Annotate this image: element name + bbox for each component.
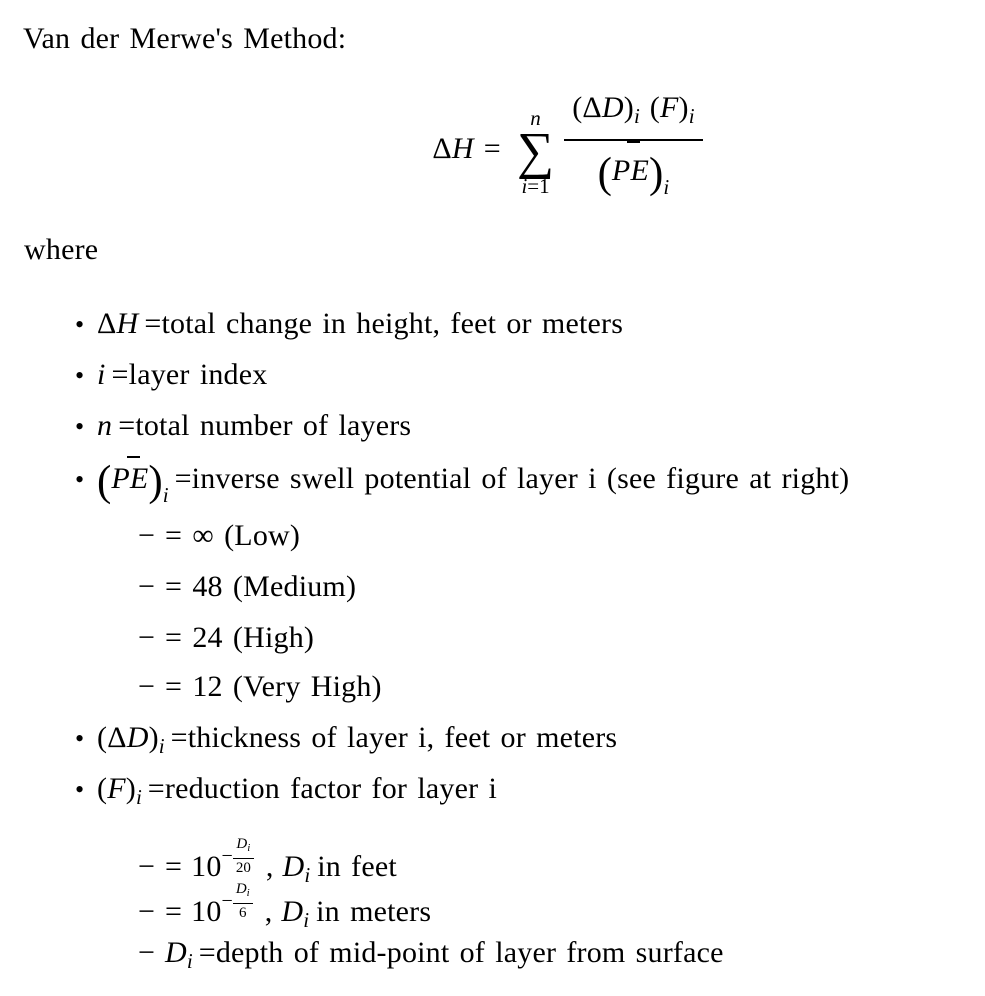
pe-bar-group: P E bbox=[612, 147, 649, 195]
equation bbox=[432, 90, 702, 213]
delta-symbol: Δ bbox=[97, 307, 117, 340]
exponent-minus: − bbox=[221, 845, 233, 867]
unit-text: in feet bbox=[317, 850, 397, 883]
equals-sign: = bbox=[165, 850, 183, 883]
page-title: Van der Merwe's Method: bbox=[23, 22, 347, 55]
bullet-item-delta-h bbox=[75, 307, 623, 342]
comma: , bbox=[265, 850, 274, 883]
var-F: F bbox=[107, 772, 126, 805]
pe-bar-group: P E bbox=[111, 462, 148, 496]
definition-text: =total number of layers bbox=[118, 409, 412, 442]
comma: , bbox=[264, 895, 273, 928]
definition-text: =layer index bbox=[111, 358, 268, 391]
dash-marker: − bbox=[138, 519, 156, 552]
dash-marker: − bbox=[138, 850, 156, 883]
base-ten: 10 bbox=[191, 895, 222, 928]
sub-item-text: = 12 (Very High) bbox=[165, 670, 382, 703]
bullet-marker: • bbox=[75, 412, 85, 441]
var-i: i bbox=[97, 358, 106, 391]
sub-item-factor-feet: − = 10− $\frac{D_i}{20}$ , $D_i$ in feet bbox=[138, 836, 397, 887]
fraction-numerator: $(\Delta D)_i$ $(F)_i$ bbox=[572, 91, 695, 128]
bullet-marker: • bbox=[75, 724, 85, 753]
sub-item-text: = ∞ (Low) bbox=[165, 519, 301, 552]
var-D: D bbox=[281, 895, 304, 928]
var-D: D bbox=[126, 721, 149, 754]
sum-upper-limit: n bbox=[530, 105, 541, 130]
dash-marker: − bbox=[138, 621, 156, 654]
sub-item-low bbox=[138, 519, 300, 553]
sub-item-depth-definition: − $D_i$ =depth of mid-point of layer from surface bbox=[138, 936, 724, 973]
sub-item-very-high bbox=[138, 670, 382, 704]
var-H: H bbox=[451, 132, 474, 166]
unit-text: in meters bbox=[316, 895, 432, 928]
bullet-marker: • bbox=[75, 465, 85, 494]
fraction bbox=[564, 90, 702, 213]
equation-display bbox=[0, 90, 985, 213]
sum-lower-limit: i=1 bbox=[521, 173, 550, 198]
var-D: D bbox=[165, 936, 187, 969]
dash-marker: − bbox=[138, 670, 156, 703]
definition-text: =thickness of layer i, feet or meters bbox=[170, 721, 618, 754]
dash-marker: − bbox=[138, 936, 156, 969]
sub-item-factor-meters: − = 10− $\frac{D_i}{6}$ , $D_i$ in meters bbox=[138, 881, 432, 932]
delta-symbol: Δ bbox=[432, 132, 452, 166]
exponent-fraction: $\frac{D_i}{20}$ bbox=[233, 837, 254, 876]
sigma-symbol: ∑ bbox=[516, 122, 555, 180]
definition-text: =depth of mid-point of layer from surface bbox=[198, 936, 724, 969]
var-n: n bbox=[97, 409, 113, 442]
sub-item-medium bbox=[138, 570, 356, 604]
macron-bar bbox=[127, 456, 140, 458]
definition-text: =inverse swell potential of layer i (see figure at right) bbox=[174, 462, 850, 495]
var-D: D bbox=[282, 850, 305, 883]
bullet-item-n bbox=[75, 409, 411, 444]
dash-marker: − bbox=[138, 895, 156, 928]
exponent bbox=[221, 881, 253, 929]
bullet-marker: • bbox=[75, 310, 85, 339]
definition-text: =reduction factor for layer i bbox=[147, 772, 498, 805]
where-label: where bbox=[24, 233, 99, 266]
equals-sign: = bbox=[165, 895, 183, 928]
dash-marker: − bbox=[138, 570, 156, 603]
bullet-item-pe: • (P $E)_i$ =inverse swell potential of layer i (see figure at right) bbox=[75, 458, 850, 507]
sub-item-text: = 24 (High) bbox=[165, 621, 315, 654]
exponent bbox=[221, 836, 254, 884]
bullet-marker: • bbox=[75, 775, 85, 804]
macron-bar bbox=[627, 141, 640, 143]
bullet-marker: • bbox=[75, 361, 85, 390]
fraction-denominator: (P $E)_i$ bbox=[564, 139, 702, 213]
equals-sign: = bbox=[483, 132, 501, 166]
sub-item-high bbox=[138, 621, 314, 655]
equation-lhs bbox=[432, 132, 511, 165]
bullet-item-i bbox=[75, 358, 267, 393]
summation bbox=[516, 105, 555, 198]
bullet-item-f: • $(F)_i$ =reduction factor for layer i bbox=[75, 772, 498, 809]
var-H: H bbox=[116, 307, 139, 340]
sub-item-text: = 48 (Medium) bbox=[165, 570, 357, 603]
bullet-item-delta-d: • $(\Delta D)_i$ =thickness of layer i, feet or meters bbox=[75, 721, 618, 758]
definition-text: =total change in height, feet or meters bbox=[144, 307, 624, 340]
exponent-minus: − bbox=[221, 890, 233, 912]
base-ten: 10 bbox=[191, 850, 222, 883]
exponent-fraction: $\frac{D_i}{6}$ bbox=[233, 882, 253, 921]
